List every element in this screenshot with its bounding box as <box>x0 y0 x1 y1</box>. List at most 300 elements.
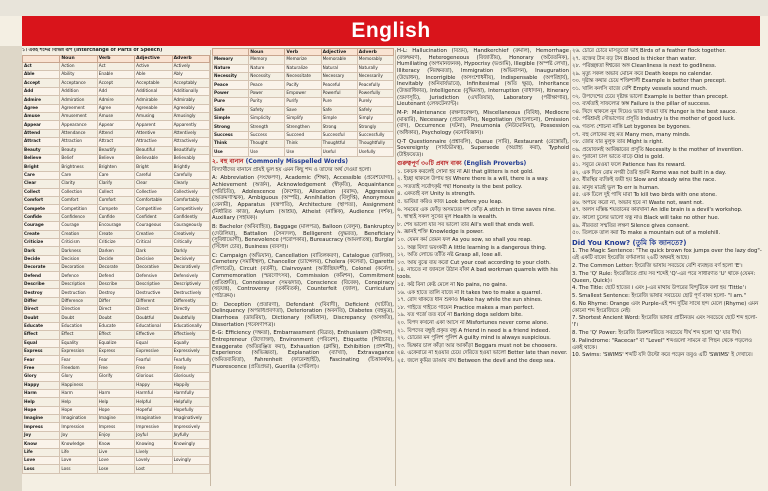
table-cell: Different <box>135 297 172 305</box>
table-cell: Agree <box>97 104 134 112</box>
row-word: Effect <box>23 331 60 339</box>
table-cell: Courageously <box>172 222 209 230</box>
table-row <box>23 381 210 389</box>
proverb-item: ৪০. পুরানো চাল ভাতে বাড়ে Old is gold. <box>572 154 664 161</box>
table-row <box>23 71 210 79</box>
row-word: Differ <box>23 297 60 305</box>
facts-list <box>572 248 762 359</box>
table-cell: Attract <box>97 138 134 146</box>
row-word: Equal <box>23 339 60 347</box>
table-cell: Impress <box>97 423 134 431</box>
table-cell: Safe <box>321 106 357 114</box>
row-word: Add <box>23 87 60 95</box>
proverb-item: ১০. যেমন কর্ম তেমন ফল As you sow, so shall you reap. <box>397 236 532 243</box>
table-cell: Believe <box>97 154 134 162</box>
table-cell: Destructively <box>172 289 209 297</box>
table-cell: Direction <box>60 306 97 314</box>
proverb-item: ৭. স্বাস্থ্যই সকল সুখের মূল Health is wealth. <box>397 214 498 221</box>
section-heading <box>397 161 569 168</box>
row-word: Believe <box>23 154 60 162</box>
table-cell: Encourage <box>97 222 134 230</box>
table-cell: Darken <box>97 247 134 255</box>
section-heading <box>212 159 394 166</box>
table-cell: Critical <box>135 238 172 246</box>
table-cell: Acceptable <box>135 79 172 87</box>
table-cell: Competitively <box>172 205 209 213</box>
table-cell: Impression <box>60 423 97 431</box>
section-heading-bn: ২. বহু বানান <box>212 157 244 165</box>
table-cell: Memorable <box>321 56 357 64</box>
table-cell: Clarify <box>97 180 134 188</box>
row-word: Attend <box>23 129 60 137</box>
table-cell: Usefully <box>357 148 393 156</box>
row-word: Appear <box>23 121 60 129</box>
table-cell: Differ <box>97 297 134 305</box>
table-cell: Empower <box>285 89 321 97</box>
proverb-item: ২৮. পরিচ্ছন্নতা ঈশ্বরের অঙ্গ Cleanliness is next to godliness. <box>572 63 717 70</box>
table-row <box>213 131 394 139</box>
table-cell: Strongly <box>357 123 393 131</box>
table-cell: Knowledge <box>60 440 97 448</box>
table-row <box>23 448 210 456</box>
table-cell: Admiration <box>60 96 97 104</box>
row-word: Help <box>23 398 60 406</box>
header-cell: Noun <box>249 49 285 56</box>
proverb-item: ২৬. চোরে চোরে মাসতুতো ভাই Birds of a feather flock together. <box>572 48 726 54</box>
table-cell: Purity <box>249 98 285 106</box>
table-row <box>23 465 210 473</box>
table-cell: Love <box>97 457 134 465</box>
table-cell: Powerfully <box>357 89 393 97</box>
proverb-item: ৪৩. ধীরস্থির ব্যক্তিই জয়ী হয় Slow and steady wins the race. <box>572 177 717 184</box>
proverb-item: ৫. ভাবিয়া করিও কাজ Look before you leap. <box>397 199 503 206</box>
table-cell: Joyful <box>135 431 172 439</box>
table-cell: Save <box>285 106 321 114</box>
table-row <box>23 339 210 347</box>
fact-item: 10. Swims: 'SWIMS' শব্দটি যদি উল্টো করে পড়েন তবুও এটি 'SWIMS' ই দেখাবে। <box>572 352 753 359</box>
table-cell: Beautify <box>97 146 134 154</box>
table-row <box>213 123 394 131</box>
row-word: Joy <box>23 431 60 439</box>
table-cell: Decisive <box>135 255 172 263</box>
table-row <box>23 373 210 381</box>
table-cell: Necessity <box>249 72 285 80</box>
table-cell: Doubtful <box>135 314 172 322</box>
table-cell: Addition <box>60 87 97 95</box>
table-cell: Peacefully <box>357 81 393 89</box>
table-cell: Confidence <box>60 213 97 221</box>
table-row <box>23 113 210 121</box>
row-word: Peace <box>213 81 249 89</box>
table-cell: Happiness <box>60 381 97 389</box>
table-row <box>23 331 210 339</box>
table-row <box>213 148 394 156</box>
column-divider <box>570 50 571 486</box>
row-word: Comfort <box>23 196 60 204</box>
table-row <box>213 89 394 97</box>
table-cell: Clarity <box>60 180 97 188</box>
table-row <box>23 238 210 246</box>
row-word: Express <box>23 347 60 355</box>
table-cell: Decorative <box>135 264 172 272</box>
table-cell: Defend <box>97 272 134 280</box>
proverb-item: ৬. সময়ের এক ফোঁড় অসময়ের দশ ফোঁড় A stitch in time saves nine. <box>397 206 556 213</box>
table-cell: Lose <box>97 465 134 473</box>
header-cell: Verb <box>285 49 321 56</box>
table-row <box>23 440 210 448</box>
table-cell: Critically <box>172 238 209 246</box>
proverb-item: ৪. একতাই বল Unity is strength. <box>397 191 476 198</box>
proverb-item: ৪৬. অপচয় করো না, অভাব হবে না Waste not, want not. <box>572 199 704 206</box>
table-cell: Successful <box>321 131 357 139</box>
table-cell: Dark <box>135 247 172 255</box>
table-cell: Attentive <box>135 129 172 137</box>
table-cell: Pacify <box>285 81 321 89</box>
table-row <box>23 213 210 221</box>
table-cell: Attentively <box>172 129 209 137</box>
header-cell <box>23 55 60 62</box>
table-cell: Fear <box>97 356 134 364</box>
parts-of-speech-table-continued <box>212 48 394 157</box>
table-cell: Memorize <box>285 56 321 64</box>
table-cell: Confident <box>135 213 172 221</box>
table-row <box>23 205 210 213</box>
proverb-item: ২৩. ভিক্ষার চাল কাঁড়া আর আকাঁড়া Beggars must not be choosers. <box>397 342 558 349</box>
row-word: Harm <box>23 389 60 397</box>
header-cell <box>213 49 249 56</box>
section-heading-bn: গুরুত্বপূর্ণ ৩০টি প্রবাদ বাক্য <box>397 159 462 167</box>
table-cell: Pure <box>321 98 357 106</box>
table-header-row <box>23 55 210 62</box>
table-row <box>23 255 210 263</box>
table-row <box>23 457 210 465</box>
table-cell: Necessary <box>321 72 357 80</box>
row-word: Defend <box>23 272 60 280</box>
table-row <box>23 398 210 406</box>
table-cell: Carefully <box>172 171 209 179</box>
proverb-item: ৪৪. মানুষ মাত্রই ভুল To err is human. <box>572 184 660 191</box>
table-row <box>23 163 210 171</box>
table-cell: Comfortable <box>135 196 172 204</box>
table-row <box>23 289 210 297</box>
row-word: Bright <box>23 163 60 171</box>
table-cell: Creatively <box>172 230 209 238</box>
fact-item: 7. Shortest Ancient Word: ইংরেজি ভাষার প্রাচীনতম এবং সবচেয়ে ছোট শব্দ হলো- 'I'। <box>572 315 758 329</box>
table-cell: Brightly <box>172 163 209 171</box>
table-cell: Success <box>249 131 285 139</box>
table-cell: Knowing <box>135 440 172 448</box>
table-cell: Comfort <box>97 196 134 204</box>
table-cell: Strong <box>321 123 357 131</box>
table-cell: Comfort <box>60 196 97 204</box>
table-row <box>23 314 210 322</box>
table-cell: Memorably <box>357 56 393 64</box>
table-row <box>23 406 210 414</box>
table-cell: Help <box>97 398 134 406</box>
proverb-item: ১৫. কষ্ট বিনা কেষ্ট মেলে না No pains, no gains. <box>397 282 508 289</box>
row-word: Free <box>23 364 60 372</box>
table-row <box>23 306 210 314</box>
proverb-item: ১. চকচক করলেই সোনা হয় না All that glitters is not gold. <box>397 168 534 175</box>
table-cell: Free <box>97 364 134 372</box>
table-cell: Impressively <box>172 423 209 431</box>
proverb-item: ২০. বিপদ কখনো একা আসে না Misfortunes never come alone. <box>397 320 549 327</box>
table-cell: Courageous <box>135 222 172 230</box>
table-cell: Darkly <box>172 247 209 255</box>
table-cell: Admirable <box>135 96 172 104</box>
row-word: Power <box>213 89 249 97</box>
proverb-item: ৩২. উপদেশের চেয়ে দৃষ্টান্ত ভালো Example is better than precept. <box>572 93 729 100</box>
fact-item: 4. The Title: ছোট হাতের i এবং j-এর মাথায় উপরের বিন্দুটিকে বলা হয় 'Tittle'। <box>572 285 746 292</box>
table-cell: Directly <box>172 306 209 314</box>
table-cell: Harmful <box>135 389 172 397</box>
table-cell: Necessarily <box>357 72 393 80</box>
header-cell: Adjective <box>135 55 172 62</box>
proverb-item: ৩৮. জোর যার মুলুক তার Might is right. <box>572 139 664 146</box>
table-cell: Hopeful <box>135 406 172 414</box>
proverb-item: ৩৫. পরিশ্রমই সৌভাগ্যের প্রসূতি Industry is the mother of good luck. <box>572 116 736 123</box>
table-cell: Lost <box>135 465 172 473</box>
table-cell: Peaceful <box>321 81 357 89</box>
table-cell: Enable <box>97 71 134 79</box>
table-row <box>23 272 210 280</box>
table-cell: Able <box>135 71 172 79</box>
table-cell: Necessitate <box>285 72 321 80</box>
table-cell: Love <box>60 457 97 465</box>
table-cell: Fear <box>60 356 97 364</box>
table-cell: Acceptance <box>60 79 97 87</box>
table-cell: Doubt <box>97 314 134 322</box>
table-cell: Happy <box>135 381 172 389</box>
table-cell: Brightness <box>60 163 97 171</box>
table-cell: Helpful <box>135 398 172 406</box>
table-cell: Describe <box>97 280 134 288</box>
header-cell: Adjective <box>321 49 357 56</box>
table-cell: Effect <box>97 331 134 339</box>
table-cell: Fearful <box>135 356 172 364</box>
table-cell: Active <box>135 62 172 70</box>
fact-item: 3. The 'Q' Rule: ইংরেজিতে প্রায় সব শব্দেই 'Q'-এর পরে সাধারণত 'U' থাকে (যেমন: Queen, Quick)। <box>572 270 756 284</box>
proverb-item: ২. ইচ্ছা থাকলে উপায় হয় Where there is a will, there is a way. <box>397 176 549 183</box>
proverb-item: ২৪. একেবারে না হওয়ার চেয়ে দেরিতে হওয়া ভালো Better late than never. <box>397 350 568 357</box>
table-cell: Lovely <box>135 457 172 465</box>
table-row <box>23 96 210 104</box>
section-heading-en: (English Proverbs) <box>463 159 527 167</box>
table-row <box>213 64 394 72</box>
table-cell: Defensive <box>135 272 172 280</box>
table-cell: Succeed <box>285 131 321 139</box>
table-cell: Apparent <box>135 121 172 129</box>
table-cell: Equal <box>135 339 172 347</box>
table-cell: Successfully <box>357 131 393 139</box>
proverb-item: ২৫. জলে কুমির ডাঙায় বাঘ Between the devil and the deep sea. <box>397 357 556 364</box>
table-cell: Imagine <box>97 415 134 423</box>
table-cell: Difference <box>60 297 97 305</box>
table-cell: Equally <box>172 339 209 347</box>
table-cell: Criticism <box>60 238 97 246</box>
row-word: Create <box>23 230 60 238</box>
fact-item: 8. The 'Q' Power: ইংরেজি ডিকশনারিতে সবচেয়ে দীর্ঘ শব্দ হলো 'Q' যার দীর্ঘ। <box>572 329 742 336</box>
table-row <box>23 196 210 204</box>
table-cell: Action <box>60 62 97 70</box>
proverb-item: ১৩. আয় বুঝে ব্যয় করো Cut your coat according to your cloth. <box>397 259 551 266</box>
table-cell: Equalize <box>97 339 134 347</box>
table-row <box>23 104 210 112</box>
proverb-item: ১৬. এক হাতে তালি বাজে না It takes two to make a quarrel. <box>397 289 543 296</box>
proverb-list <box>397 169 569 365</box>
table-row <box>213 98 394 106</box>
table-cell: Ability <box>60 71 97 79</box>
table-row <box>23 129 210 137</box>
proverb-list-continued <box>572 48 762 237</box>
table-cell: Amuse <box>97 113 134 121</box>
table-cell: Power <box>249 89 285 97</box>
table-row <box>23 322 210 330</box>
table-cell: Naturalize <box>285 64 321 72</box>
table-cell: Use <box>249 148 285 156</box>
row-word: Dark <box>23 247 60 255</box>
table-cell: Compete <box>97 205 134 213</box>
proverb-item: ৪৫. এক ঢিলে দুই পাখি মারা To kill two birds with one stone. <box>572 192 717 199</box>
row-word: Decorate <box>23 264 60 272</box>
fact-item: 9. Palindrome: "Racecar" বা "Level" শব্দগুলো সামনে বা পিছন থেকে পড়লেও একই থাকে। <box>572 337 752 351</box>
row-word: Attract <box>23 138 60 146</box>
column-misspelled-words <box>212 48 394 488</box>
table-cell: Collection <box>60 188 97 196</box>
proverb-item: ৪৮. কালো চুলের ভালো যত্ন নাও Black will take no other hue. <box>572 215 720 222</box>
table-cell: Powerful <box>321 89 357 97</box>
table-cell: Decoration <box>60 264 97 272</box>
table-cell: Glorious <box>135 373 172 381</box>
table-row <box>23 154 210 162</box>
table-cell: Education <box>60 322 97 330</box>
table-cell: Actively <box>172 62 209 70</box>
table-cell: Descriptively <box>172 280 209 288</box>
table-cell: Decorate <box>97 264 134 272</box>
table-cell: Bright <box>135 163 172 171</box>
row-word: Admire <box>23 96 60 104</box>
table-cell: Decision <box>60 255 97 263</box>
table-cell: Destructive <box>135 289 172 297</box>
table-cell: Destroy <box>97 289 134 297</box>
table-cell: Imagination <box>60 415 97 423</box>
table-cell: Amusing <box>135 113 172 121</box>
table-row <box>23 389 210 397</box>
table-cell: Doubtfully <box>172 314 209 322</box>
proverb-item: ৩. সততাই সর্বোৎকৃষ্ট পন্থা Honesty is the best policy. <box>397 183 523 190</box>
table-cell: Glorify <box>97 373 134 381</box>
table-cell: Glory <box>60 373 97 381</box>
word-group-q-t: Q-T Questionnaire (প্রশ্নাবলি), Queue (সারি), Restaurant (রেস্তোরাঁ), Sovereignty (সার্বভৌমত্ব), Supersede (অগ্রাহ্য করা), Typhoid (টাইফয়েড)। <box>397 138 569 159</box>
table-cell: Competition <box>60 205 97 213</box>
table-cell: Joyfully <box>172 431 209 439</box>
word-group: B: Bachelor (অবিবাহিত), Baggage (মালপত্র), Balloon (বেলুন), Bankruptcy (দেউলিয়া), Battalion (সৈন্যদল), Belligerent (যুদ্ধরত), Beneficiary (সুবিধাভোগী), Benevolence (পরোপকার), Bureaucracy (আমলাতন্ত্র), Burglar (সিঁধেল চোর), Business (ব্যবসা)। <box>212 224 394 251</box>
word-group-h-l: H-L: Hallucination (বিভ্রম), Handkerchief (রুমাল), Hemorrhage (রক্তক্ষরণ), Heterogeneous (বিজাতীয়), Honorary (অবৈতনিক), Humiliating (অপমানজনক), Hypocrisy (ভণ্ডামি), Illegible (অস্পষ্ট লেখা), Illiteracy (নিরক্ষরতা), Immigration (অভিবাসন), Inauguration (উদ্বোধন), Incorrigible (অসংশোধনীয়), Indispensable (অপরিহার্য), Inevitably (অনিবার্যভাবে), Infinitesimal (অতি ক্ষুদ্র), Inheritance (উত্তরাধিকার), Intelligence (বুদ্ধিমত্তা), Interruption (বাধাদান), Itinerary (ভ্রমণসূচি), Jurisdiction (এখতিয়ার), Laboratory (পরীক্ষাগার), Lieutenant (লেফটেন্যান্ট)। <box>397 48 569 108</box>
row-word: Glory <box>23 373 60 381</box>
table-cell: Confidently <box>172 213 209 221</box>
table-cell: Admire <box>97 96 134 104</box>
proverb-item: ৮. শেষ ভালো যার সব ভালো তার All's well that ends well. <box>397 221 535 228</box>
table-cell: Simplify <box>285 114 321 122</box>
table-cell: Ably <box>172 71 209 79</box>
section-intro: বিদ্যার্থীদের বানানে প্রায়ই ভুল হয় এমন কিছু শব্দ ও তাদের অর্থ দেওয়া হলো। <box>212 166 372 173</box>
table-cell: Freely <box>172 364 209 372</box>
table-cell: Attractively <box>172 138 209 146</box>
proverb-item: ১৯. যত গর্জে তত বর্ষে না Barking dogs seldom bite. <box>397 312 523 319</box>
table-cell: Educationally <box>172 322 209 330</box>
row-word: Loss <box>23 465 60 473</box>
table-row <box>23 423 210 431</box>
parts-of-speech-table <box>22 55 210 474</box>
table-cell: Purify <box>285 98 321 106</box>
row-word: Necessity <box>213 72 249 80</box>
table-cell: Peace <box>249 81 285 89</box>
table-cell: Simple <box>321 114 357 122</box>
table-cell: Loss <box>60 465 97 473</box>
table-cell: Direct <box>135 306 172 314</box>
row-word: Destroy <box>23 289 60 297</box>
table-cell: Imaginative <box>135 415 172 423</box>
table-cell: Safely <box>357 106 393 114</box>
table-cell: Believably <box>172 154 209 162</box>
fact-item: 5. Smallest Sentence: ইংরেজি ভাষার সবচেয়ে ছোট পূর্ণ বাক্য হলো- "I am." <box>572 292 747 299</box>
table-cell: Decisively <box>172 255 209 263</box>
table-cell: Strength <box>249 123 285 131</box>
table-row <box>23 79 210 87</box>
row-word: Nature <box>213 64 249 72</box>
table-cell: Educate <box>97 322 134 330</box>
proverb-item: ৩৬. গতস্য শোচনা নাস্তি Let bygones be bygones. <box>572 123 691 130</box>
header-cell: Adverb <box>357 49 393 56</box>
table-cell: Description <box>60 280 97 288</box>
table-row <box>213 56 394 64</box>
row-word: Act <box>23 62 60 70</box>
table-row <box>23 180 210 188</box>
table-cell: Courage <box>60 222 97 230</box>
table-cell: Thoughtful <box>321 140 357 148</box>
table-cell: Differently <box>172 297 209 305</box>
table-row <box>23 171 210 179</box>
table-cell: Thought <box>249 140 285 148</box>
table-cell: Know <box>97 440 134 448</box>
proverb-item: ৩৭. বহু লোকের বহু মত Many men, many minds. <box>572 131 691 138</box>
table-cell: Appearance <box>60 121 97 129</box>
table-cell: Creation <box>60 230 97 238</box>
proverb-item: ৪১. সবুরে মেওয়া ফলে Patience has its reward. <box>572 161 686 168</box>
proverb-item: ৫০. তিলকে তাল করা To make a mountain out of a molehill. <box>572 230 721 237</box>
table-cell: Confide <box>97 213 134 221</box>
table-cell: Care <box>60 171 97 179</box>
table-cell: Memory <box>249 56 285 64</box>
proverb-item: ২৭. রক্তের টান বড় টান Blood is thicker than water. <box>572 55 697 62</box>
table-cell: Competitive <box>135 205 172 213</box>
proverb-item: ১৭. রোদ থাকতে ধান শুকাও Make hay while the sun shines. <box>397 297 543 304</box>
table-cell: Purely <box>357 98 393 106</box>
table-cell: Careful <box>135 171 172 179</box>
table-header-row <box>213 49 394 56</box>
left-margin <box>0 46 22 491</box>
table-cell: Knowingly <box>172 440 209 448</box>
row-word: Simple <box>213 114 249 122</box>
table-cell: Happily <box>172 381 209 389</box>
table-cell: Collectively <box>172 188 209 196</box>
table-row <box>23 297 210 305</box>
row-word: Agree <box>23 104 60 112</box>
table-cell: Lively <box>135 448 172 456</box>
table-cell: Harmfully <box>172 389 209 397</box>
table-cell: Clear <box>135 180 172 188</box>
table-row <box>23 347 210 355</box>
